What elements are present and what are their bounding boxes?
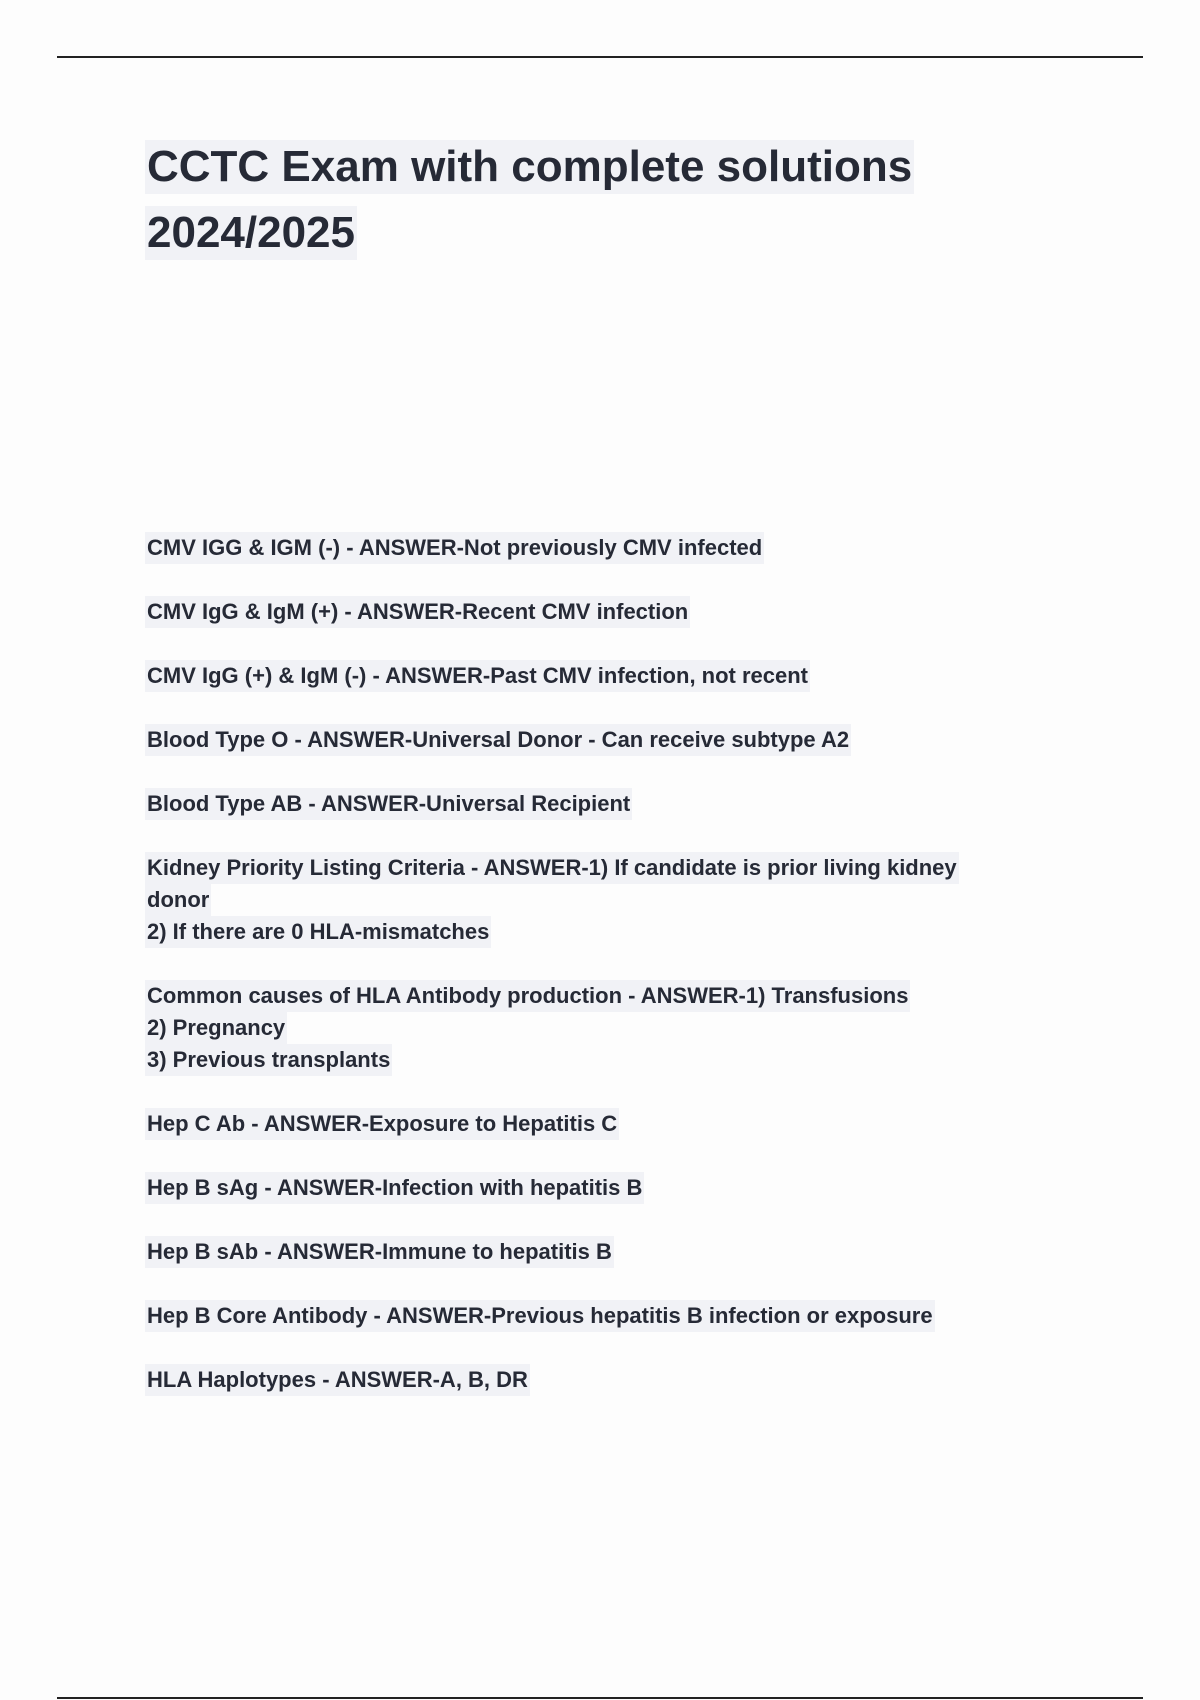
title-line-1: CCTC Exam with complete solutions (145, 140, 914, 194)
qa-line: CMV IgG (+) & IgM (-) - ANSWER-Past CMV infection, not recent (145, 660, 810, 692)
title-line-2: 2024/2025 (145, 206, 357, 260)
bottom-divider (57, 1697, 1143, 1699)
qa-line: Common causes of HLA Antibody production - ANSWER-1) Transfusions (145, 980, 910, 1012)
document-title (145, 140, 1025, 272)
qa-line: 2) Pregnancy (145, 1012, 287, 1044)
qa-item (145, 1300, 1065, 1332)
qa-line: Blood Type O - ANSWER-Universal Donor - Can receive subtype A2 (145, 724, 851, 756)
qa-line: Kidney Priority Listing Criteria - ANSWER-1) If candidate is prior living kidney (145, 852, 959, 884)
qa-item (145, 852, 1065, 948)
qa-item (145, 660, 1065, 692)
qa-item (145, 980, 1065, 1076)
qa-line: 2) If there are 0 HLA-mismatches (145, 916, 491, 948)
qa-item (145, 788, 1065, 820)
qa-item (145, 532, 1065, 564)
qa-line: Hep C Ab - ANSWER-Exposure to Hepatitis C (145, 1108, 619, 1140)
qa-line: Hep B Core Antibody - ANSWER-Previous hepatitis B infection or exposure (145, 1300, 935, 1332)
qa-item (145, 1236, 1065, 1268)
qa-item (145, 1108, 1065, 1140)
qa-item (145, 1364, 1065, 1396)
qa-line: Blood Type AB - ANSWER-Universal Recipient (145, 788, 632, 820)
qa-line: donor (145, 884, 211, 916)
qa-item (145, 596, 1065, 628)
qa-item (145, 724, 1065, 756)
top-divider (57, 56, 1143, 58)
qa-line: CMV IgG & IgM (+) - ANSWER-Recent CMV infection (145, 596, 690, 628)
qa-line: Hep B sAg - ANSWER-Infection with hepatitis B (145, 1172, 644, 1204)
qa-line: CMV IGG & IGM (-) - ANSWER-Not previously CMV infected (145, 532, 764, 564)
qa-item (145, 1172, 1065, 1204)
qa-list (145, 532, 1065, 1428)
qa-line: HLA Haplotypes - ANSWER-A, B, DR (145, 1364, 530, 1396)
qa-line: 3) Previous transplants (145, 1044, 392, 1076)
qa-line: Hep B sAb - ANSWER-Immune to hepatitis B (145, 1236, 614, 1268)
